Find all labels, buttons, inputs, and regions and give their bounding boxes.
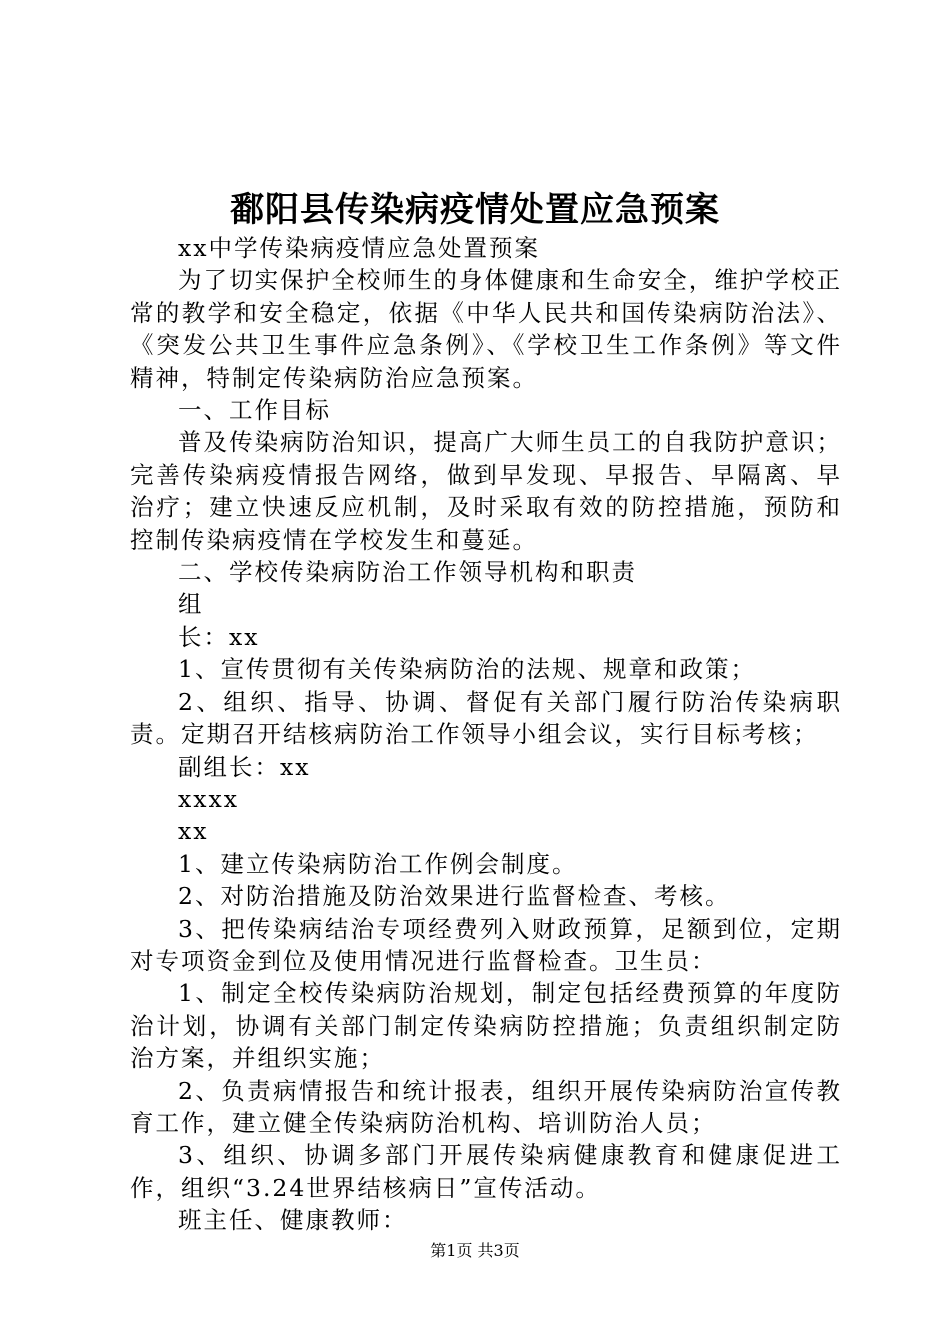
paragraph: 2、负责病情报告和统计报表，组织开展传染病防治宣传教育工作，建立健全传染病防治机构、培训防治人员； — [130, 1076, 842, 1137]
paragraph: 3、组织、协调多部门开展传染病健康教育和健康促进工作，组织“3.24世界结核病日”宣传活动。 — [130, 1141, 842, 1202]
paragraph: xx中学传染病疫情应急处置预案 — [178, 234, 541, 262]
paragraph: 组 — [178, 590, 204, 619]
paragraph: 为了切实保护全校师生的身体健康和生命安全，维护学校正常的教学和安全稳定，依据《中华人民共和国传染病防治法》、《突发公共卫生事件应急条例》、《学校卫生工作条例》等文件精神，特制定传染病防治应急预案。 — [130, 266, 842, 392]
paragraph: 长：xx — [178, 622, 260, 651]
paragraph: 2、对防治措施及防治效果进行监督检查、考核。 — [178, 882, 731, 911]
paragraph: 普及传染病防治知识，提高广大师生员工的自我防护意识；完善传染病疫情报告网络，做到早发现、早报告、早隔离、早治疗；建立快速反应机制，及时采取有效的防控措施，预防和控制传染病疫情在学校发生和蔓延。 — [130, 428, 842, 554]
paragraph: 副组长：xx — [178, 752, 311, 781]
paragraph: xx — [178, 817, 209, 846]
paragraph: 1、宣传贯彻有关传染病防治的法规、规章和政策； — [178, 655, 756, 684]
paragraph: 3、把传染病结治专项经费列入财政预算，足额到位，定期对专项资金到位及使用情况进行监督检查。卫生员： — [130, 914, 842, 975]
paragraph: xxxx — [178, 784, 240, 813]
paragraph: 班主任、健康教师： — [178, 1206, 408, 1235]
section-heading: 一、工作目标 — [178, 396, 331, 425]
paragraph: 1、制定全校传染病防治规划，制定包括经费预算的年度防治计划，协调有关部门制定传染病防控措施；负责组织制定防治方案，并组织实施； — [130, 979, 842, 1073]
document-body — [130, 232, 842, 1237]
page-indicator: 第1页 共3页 — [430, 1241, 520, 1260]
paragraph: 1、建立传染病防治工作例会制度。 — [178, 849, 578, 878]
document-title: 鄱阳县传染病疫情处置应急预案 — [230, 190, 720, 230]
section-heading: 二、学校传染病防治工作领导机构和职责 — [178, 558, 637, 587]
paragraph: 2、组织、指导、协调、督促有关部门履行防治传染病职责。定期召开结核病防治工作领导小组会议，实行目标考核； — [130, 687, 842, 749]
